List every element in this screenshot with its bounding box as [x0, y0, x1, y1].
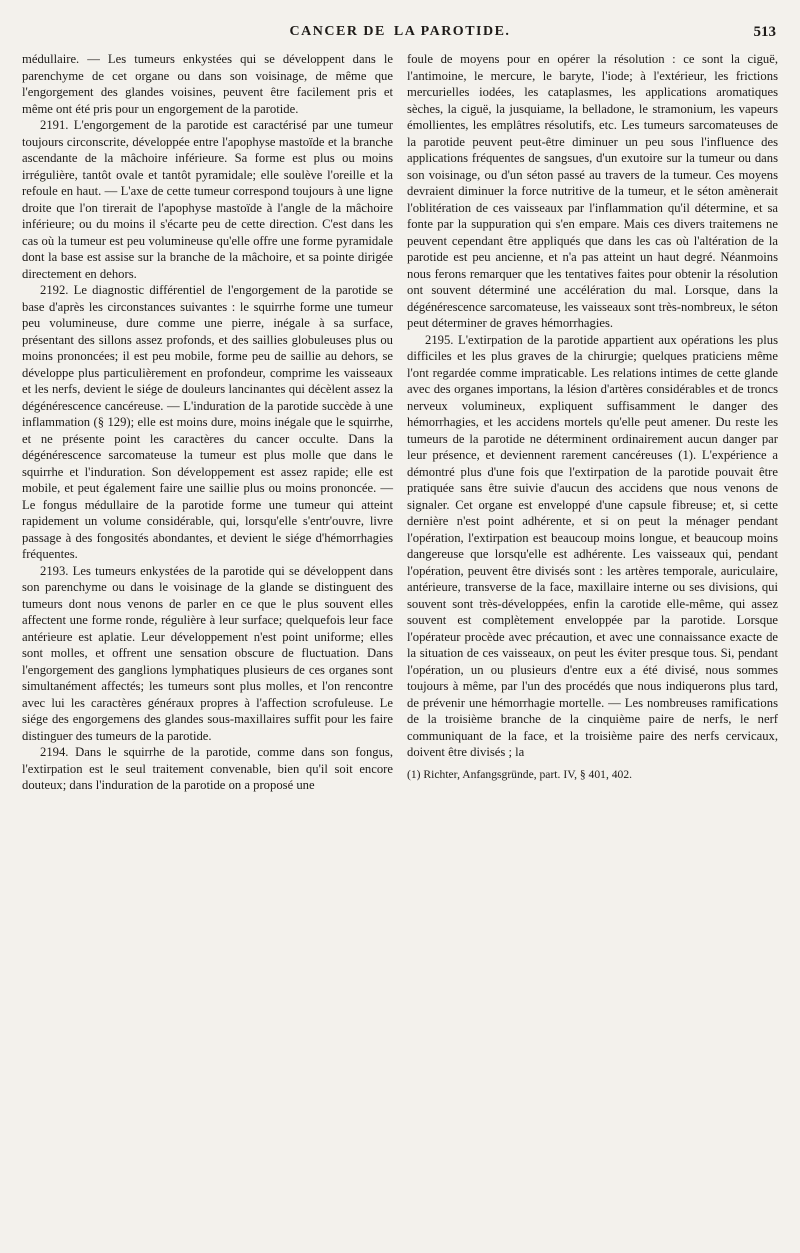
footnote: (1) Richter, Anfangsgründe, part. IV, § 401, 402.	[407, 767, 633, 781]
paragraph-2192: 2192. Le diagnostic différentiel de l'engorgement de la parotide se base d'après les circonstances suivantes : le squirrhe forme une tumeur peu volumineuse, dure comme une pierre, inégale à sa surface, présentant des sillons assez profonds, et des saillies globuleuses plus ou moins prononcées; il est peu mobile, forme peu de saillie au dehors, se développe plus particulièrement en profondeur, comprime les vaisseaux et les nerfs, devient le siége de douleurs lancinantes qui décèlent assez la dégénérescence cancéreuse. — L'induration de la parotide succède à une inflammation (§ 129); elle est moins dure, moins inégale que le squirrhe, et ne présente point les caractères du cancer occulte. Dans la dégénérescence sarcomateuse la tumeur est plus molle que dans le squirrhe et l'induration. Son développement est assez rapide; elle est mobile, et peut également faire une saillie plus ou moins prononcée. — Le fongus médullaire de la parotide forme une tumeur qui atteint rapidement un volume considérable, qui, lorsqu'elle s'entr'ouvre, livre passage à des fongosités abondantes, et devient le siége d'hémorrhagies fréquentes.	[22, 283, 393, 561]
paragraph: foule de moyens pour en opérer la résolution : ce sont la ciguë, l'antimoine, le mercure, le baryte, l'iode; à l'extérieur, les frictions mercurielles iodées, les cataplasmes, les applications aromatiques sèches, la ciguë, la jusquiame, la belladone, le stramonium, les vapeurs émollientes, les emplâtres résolutifs, etc. Les tumeurs sarcomateuses de la parotide peuvent peut-être diminuer un peu sous l'influence des applications fréquentes de sangsues, d'un exutoire sur la tumeur ou dans son voisinage, ou d'un séton passé au travers de la tumeur. Ces moyens devraient diminuer la force nutritive de la tumeur, et le séton amènerait l'oblitération de ces vaisseaux par l'inflammation qu'il détermine, et sa fonte par la suppuration qui s'en empare. Mais ces divers traitemens ne peuvent cependant être appliqués que dans les cas où l'altération de la parotide est peu ancienne, et n'a pas atteint un haut degré. Néanmoins nous ferons remarquer que les tentatives faites pour obtenir la résolution ont souvent déterminé une accélération du mal. Lorsque, dans la dégénérescence sarcomateuse, les vaisseaux sont très-nombreux, le séton peut déterminer de graves hémorrhagies.	[407, 52, 778, 330]
running-title-left: CANCER DE	[289, 24, 386, 39]
page-number: 513	[753, 23, 776, 40]
paragraph: médullaire. — Les tumeurs enkystées qui se développent dans le parenchyme de cet organe ou dans son voisinage, de même que l'engorgement des glandes voisines, peuvent être facilement pris et même ont été pris pour un engorgement de la parotide.	[22, 52, 393, 116]
running-title	[290, 24, 511, 40]
text-columns	[22, 51, 778, 1235]
paragraph-2193: 2193. Les tumeurs enkystées de la parotide qui se développent dans son parenchyme ou dans le voisinage de la glande se distinguent des tumeurs dont nous venons de parler en ce que le plus souvent elles affectent une forme ronde, régulière à leur surface; quelquefois leur face antérieure est aplatie. Leur développement n'est point uniforme; elles sont molles, et offrent une sensation obscure de fluctuation. Dans l'engorgement des ganglions lymphatiques plusieurs de ces organes sont simultanément affectés; les tumeurs sont plus molles, et l'on rencontre avec lui les caractères généraux propres à l'affection scrofuleuse. Le siége des engorgemens des glandes sous-maxillaires suffit pour les faire distinguer des tumeurs de la parotide.	[22, 563, 393, 743]
running-title-right: LA PAROTIDE.	[393, 24, 511, 39]
right-column	[407, 51, 778, 1235]
paragraph-2194: 2194. Dans le squirrhe de la parotide, comme dans son fongus, l'extirpation est le seul traitement convenable, bien qu'il soit encore douteux; dans l'induration de la parotide on a proposé une	[22, 745, 393, 792]
running-header	[24, 17, 776, 47]
paragraph-2191: 2191. L'engorgement de la parotide est caractérisé par une tumeur toujours circonscrite, développée entre l'apophyse mastoïde et la branche ascendante de la mâchoire inférieure. Sa forme est plus ou moins irrégulière, tantôt ovale et tantôt pyramidale; elle soulève l'oreille et la refoule en haut. — L'axe de cette tumeur correspond toujours à une ligne droite que l'on tirerait de l'apophyse mastoïde à l'angle de la mâchoire inférieure; ou du moins il s'écarte peu de cette direction. C'est dans les cas où la tumeur est peu volumineuse qu'elle offre une forme pyramidale dont la base est assise sur la branche de la mâchoire, et sa pointe dirigée directement en dehors.	[22, 118, 393, 281]
left-column	[22, 51, 393, 1235]
paragraph-2195: 2195. L'extirpation de la parotide appartient aux opérations les plus difficiles et les plus graves de la chirurgie; quelques praticiens même l'ont regardée comme impraticable. Les relations intimes de cette glande avec des organes importans, la lésion d'artères considérables et de troncs nerveux volumineux, expliquent suffisamment le danger des hémorrhagies, et les accidens mortels qu'elle peut amener. Du reste les tumeurs de la parotide ne déterminent ordinairement aucun danger par leur présence, et deviennent rarement cancéreuses (1). L'expérience a démontré plus d'une fois que l'extirpation de la parotide pouvait être pratiquée sans être suivie d'aucun des accidens que nous venons de signaler. Cet organe est enveloppé d'une capsule fibreuse; et, si cette dernière n'est point adhérente, et si on peut la ménager pendant l'opération, l'extirpation est beaucoup moins longue, et beaucoup moins dangereuse que lorsqu'elle est adhérente. Les vaisseaux qui, pendant l'opération, peuvent être divisés sont : les artères temporale, auriculaire, antérieure, transverse de la face, maxillaire interne ou ses divisions, qui souvent sont très-développées, enfin la carotide elle-même, qui assez souvent est complètement enveloppée par la parotide. Lorsque l'opérateur procède avec précaution, et avec une connaissance exacte de la situation de ces vaisseaux, on peut les éviter presque tous. Si, pendant l'opération, un ou plusieurs d'entre eux a été divisé, nous sommes toujours à même, par l'un des procédés que nous indiquerons plus tard, de prévenir une hémorrhagie mortelle. — Les nombreuses ramifications de la troisième branche de la cinquième paire de nerfs, le nerf communiquant de la face, et la troisième paire des nerfs cervicaux, doivent être divisés ; la	[407, 332, 778, 759]
